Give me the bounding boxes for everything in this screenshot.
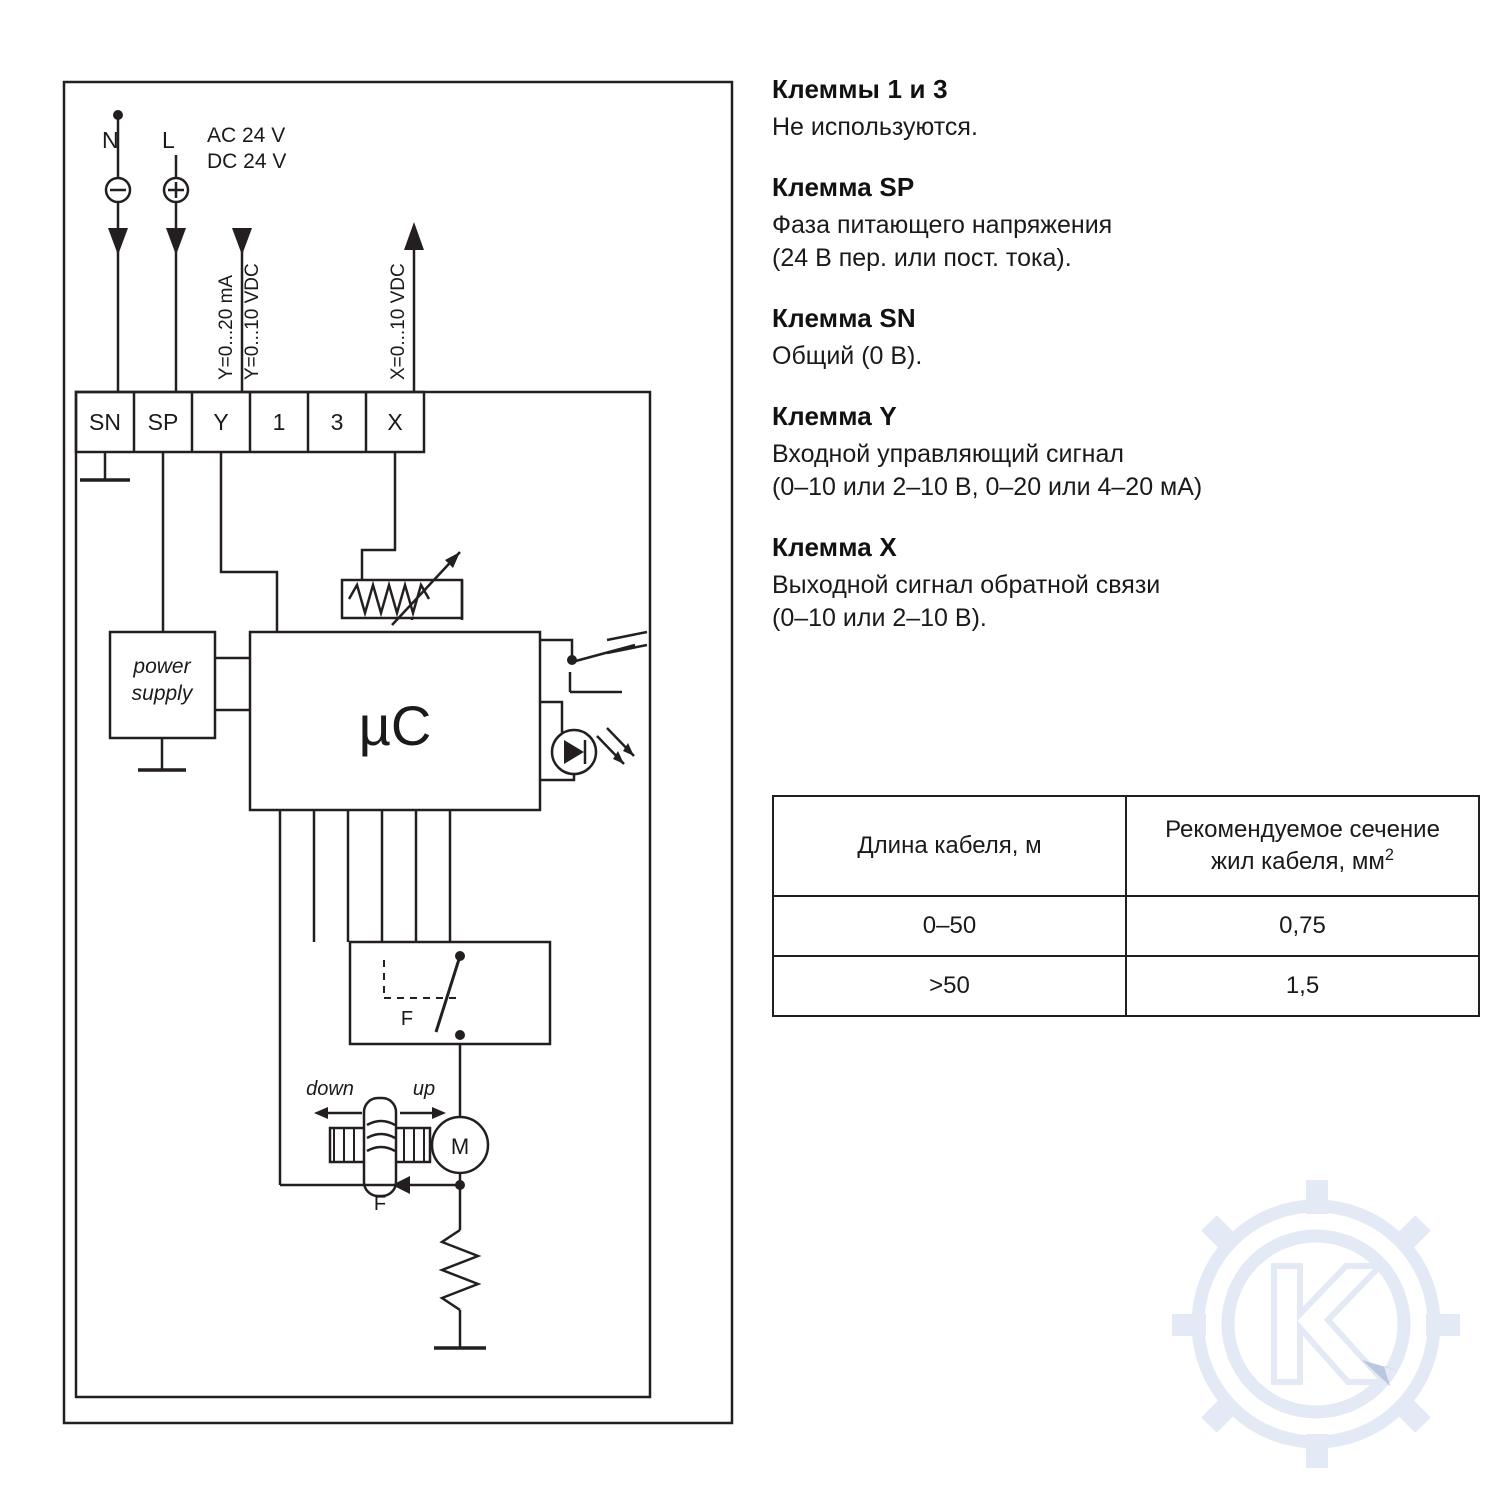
power-supply-label-1: power	[133, 655, 191, 678]
note-title: Клемма SP	[772, 172, 915, 202]
clutch-switch-label: F	[400, 1008, 414, 1030]
table-row	[773, 896, 1479, 956]
ground-symbol-sn	[80, 452, 130, 480]
y-to-mcu	[221, 452, 277, 632]
power-supply-label-2: supply	[131, 682, 193, 705]
terminal-label-1: 1	[272, 409, 286, 435]
feedback-node	[455, 1180, 465, 1190]
note-terminal-sp	[772, 172, 1472, 275]
line-arrow	[166, 228, 186, 255]
direction-down-label: down	[306, 1078, 354, 1100]
note-title: Клеммы 1 и 3	[772, 74, 948, 104]
feedback-potentiometer	[342, 552, 462, 625]
note-body: Не используются.	[772, 113, 978, 141]
label-dc24v: DC 24 V	[207, 150, 287, 173]
gear-watermark-logo	[1166, 1174, 1466, 1474]
watermark-letter	[1274, 1266, 1384, 1382]
note-body: Общий (0 В).	[772, 342, 923, 370]
note-terminal-sn	[772, 303, 1472, 373]
plus-symbol	[164, 178, 188, 202]
terminal-label-y: Y	[213, 409, 229, 435]
label-y-ma: Y=0...20 mA	[216, 274, 237, 380]
clutch-actuator-label: F	[373, 1193, 387, 1215]
header-cable-length: Длина кабеля, м	[773, 796, 1126, 896]
mcu-label: µC	[358, 694, 432, 757]
terminal-label-sp: SP	[147, 409, 179, 435]
label-ac24v: AC 24 V	[207, 124, 286, 147]
switch-node	[567, 655, 577, 665]
label-neutral: N	[102, 127, 119, 153]
terminal-strip	[76, 392, 424, 452]
psu-to-mcu	[215, 658, 250, 710]
terminal-label-x: X	[387, 409, 403, 435]
cell-length: >50	[773, 956, 1126, 1016]
motor-label: M	[450, 1134, 470, 1159]
bottom-resistor	[434, 1230, 486, 1348]
terminal-label-sn: SN	[89, 409, 121, 435]
x-from-mcu	[362, 452, 412, 590]
terminal-notes	[772, 74, 1472, 663]
header-cable-section-line1: Рекомендуемое сечение	[1165, 816, 1440, 843]
microcontroller-block	[250, 632, 540, 810]
table-header-row	[773, 796, 1479, 896]
header-cable-section-line2: жил кабеля, мм	[1211, 848, 1385, 875]
note-body: Выходной сигнал обратной связи (0–10 или 2–10 В).	[772, 571, 1161, 632]
table-row	[773, 956, 1479, 1016]
note-terminal-x	[772, 532, 1472, 635]
note-body: Фаза питающего напряжения (24 В пер. или пост. тока).	[772, 211, 1113, 272]
psu-ground	[138, 738, 186, 770]
neutral-node	[113, 110, 123, 120]
note-terminal-y	[772, 401, 1472, 504]
neutral-arrow	[108, 228, 128, 255]
note-title: Клемма Y	[772, 401, 897, 431]
cell-section: 0,75	[1126, 896, 1479, 956]
cell-length: 0–50	[773, 896, 1126, 956]
label-line: L	[162, 127, 175, 153]
led-symbol	[552, 728, 634, 774]
note-title: Клемма X	[772, 532, 897, 562]
note-title: Клемма SN	[772, 303, 916, 333]
y-arrow	[232, 228, 252, 255]
cell-section: 1,5	[1126, 956, 1479, 1016]
label-y-vdc: Y=0...10 VDC	[242, 263, 263, 380]
minus-symbol	[106, 178, 130, 202]
note-body: Входной управляющий сигнал (0–10 или 2–10 В, 0–20 или 4–20 мА)	[772, 440, 1203, 501]
x-arrow	[404, 222, 424, 250]
clutch-block	[350, 942, 550, 1044]
cable-section-table	[772, 795, 1480, 1017]
header-cable-section	[1126, 796, 1479, 896]
note-terminals-1-3	[772, 74, 1472, 144]
wiring-diagram	[62, 80, 734, 1425]
label-x-vdc: X=0...10 VDC	[388, 263, 409, 380]
motor-symbol	[432, 1117, 488, 1173]
header-cable-section-sup: 2	[1384, 846, 1394, 864]
wiring-diagram-svg	[62, 80, 734, 1425]
terminal-label-3: 3	[330, 409, 344, 435]
power-supply-block	[110, 632, 215, 738]
direction-up-label: up	[412, 1078, 436, 1100]
